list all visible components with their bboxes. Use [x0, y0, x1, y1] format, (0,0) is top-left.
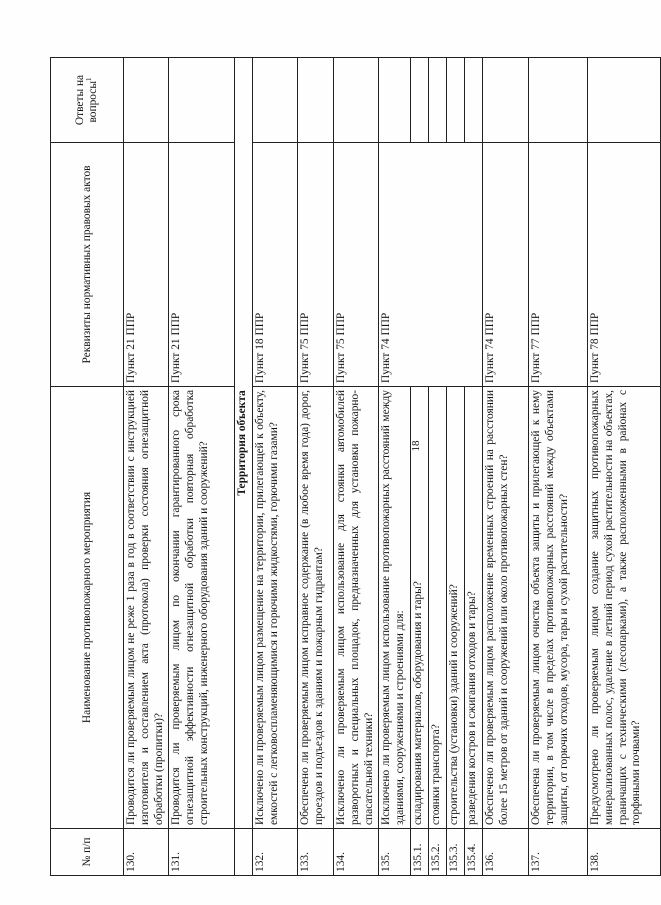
table-row: [124, 58, 169, 876]
row-measure: Обеспечено ли проверяемым лицом расположение временных строений на расстоянии более 15 метров от зданий и сооружений или около противопожарных стен?: [483, 387, 529, 829]
row-number: 130.: [124, 829, 169, 876]
table-row: [253, 58, 298, 876]
row-number: 138.: [588, 829, 661, 876]
row-number: 136.: [483, 829, 529, 876]
header-measure-name: Наименование противопожарного мероприятия: [51, 387, 124, 829]
row-measure: Проводится ли проверяемым лицом по окончании гарантированного срока огнезащитной эффективности огнезащитной обработки повторная обработка строительных конструкций, инженерного оборудования зданий и сооружений?: [169, 387, 235, 829]
table-row: [529, 58, 588, 876]
fire-safety-checklist-table: [50, 57, 661, 876]
row-answer: [588, 58, 661, 143]
row-measure: Проводится ли проверяемым лицом не реже 1 раза в год в соответствии с инструкцией изготовителя и составлением акта (протокола) проверки состояния огнезащитной обработки (пропитки)?: [124, 387, 169, 829]
row-reference: Пункт 75 ППР: [298, 143, 334, 387]
row-reference: Пункт 21 ППР: [169, 143, 235, 387]
row-answer: [379, 58, 411, 143]
table-row: [483, 58, 529, 876]
row-answer: [169, 58, 235, 143]
header-row: [51, 58, 124, 876]
row-answer: [483, 58, 529, 143]
row-number: 131.: [169, 829, 235, 876]
footnote-marker: 1: [85, 77, 94, 82]
row-answer: [334, 58, 379, 143]
row-number: 133.: [298, 829, 334, 876]
table-row: [298, 58, 334, 876]
row-answer: [465, 58, 483, 143]
header-number: № п/п: [51, 829, 124, 876]
table-row: [334, 58, 379, 876]
row-reference: Пункт 74 ППР: [483, 143, 529, 387]
row-answer: [124, 58, 169, 143]
row-reference: Пункт 77 ППР: [529, 143, 588, 387]
row-measure: Обеспечено ли проверяемым лицом исправное содержание (в любое время года) дорог, проездов и подъездов к зданиям и пожарным гидрантам?: [298, 387, 334, 829]
row-answer: [529, 58, 588, 143]
row-reference: Пункт 75 ППР: [334, 143, 379, 387]
row-measure: строительства (установки) зданий и сооружений?: [447, 387, 465, 829]
row-answer: [298, 58, 334, 143]
row-number: 137.: [529, 829, 588, 876]
row-number: 135.2.: [429, 829, 447, 876]
row-measure: Исключено ли проверяемым лицом использование для стоянки автомобилей разворотных и специальных площадок, предназначенных для установки пожарно-спасательной техники?: [334, 387, 379, 829]
row-answer: [253, 58, 298, 143]
table-row: [588, 58, 661, 876]
table-row: [169, 58, 235, 876]
row-measure: стоянки транспорта?: [429, 387, 447, 829]
row-reference: Пункт 21 ППР: [124, 143, 169, 387]
section-spacer: [235, 829, 253, 876]
row-number: 134.: [334, 829, 379, 876]
row-answer: [429, 58, 447, 143]
row-measure: Обеспечена ли проверяемым лицом очистка объекта защиты и прилегающей к нему территории, в том числе в пределах противопожарных расстояний между объектами защиты, от горючих отходов, мусора, тары и сухой растительности?: [529, 387, 588, 829]
row-reference: Пункт 78 ППР: [588, 143, 661, 387]
section-title: Территория объекта: [235, 58, 253, 829]
row-reference: Пункт 74 ППР: [379, 143, 483, 387]
row-measure: Исключено ли проверяемым лицом размещение на территории, прилегающей к объекту, емкостей с легковоспламеняющимися и горючими жидкостями, горючими газами?: [253, 387, 298, 829]
row-answer: [447, 58, 465, 143]
row-reference: Пункт 18 ППР: [253, 143, 298, 387]
row-number: 135.3.: [447, 829, 465, 876]
section-row: [235, 58, 253, 876]
row-measure: разведения костров и сжигания отходов и тары?: [465, 387, 483, 829]
rotated-page: [50, 58, 661, 876]
page-number: 18: [410, 440, 422, 452]
row-measure: Исключено ли проверяемым лицом использование противопожарных расстояний между зданиями, сооружениями и строениями для:: [379, 387, 411, 829]
row-number: 135.1.: [411, 829, 429, 876]
row-measure: складирования материалов, оборудования и тары?: [411, 387, 429, 829]
row-measure: Предусмотрено ли проверяемым лицом создание защитных противопожарных минерализованных полос, удаление в летний период сухой растительности на объектах, граничащих с техническими (лесопарками), а также расположенными в районах с торфяными почвами?: [588, 387, 661, 829]
header-legal-requisites: Реквизиты нормативных правовых актов: [51, 143, 124, 387]
row-answer: [411, 58, 429, 143]
row-number: 135.: [379, 829, 411, 876]
header-answers: Ответы на вопросы$^1$: [51, 58, 124, 143]
row-number: 135.4.: [465, 829, 483, 876]
row-number: 132.: [253, 829, 298, 876]
table-row: [379, 58, 411, 876]
